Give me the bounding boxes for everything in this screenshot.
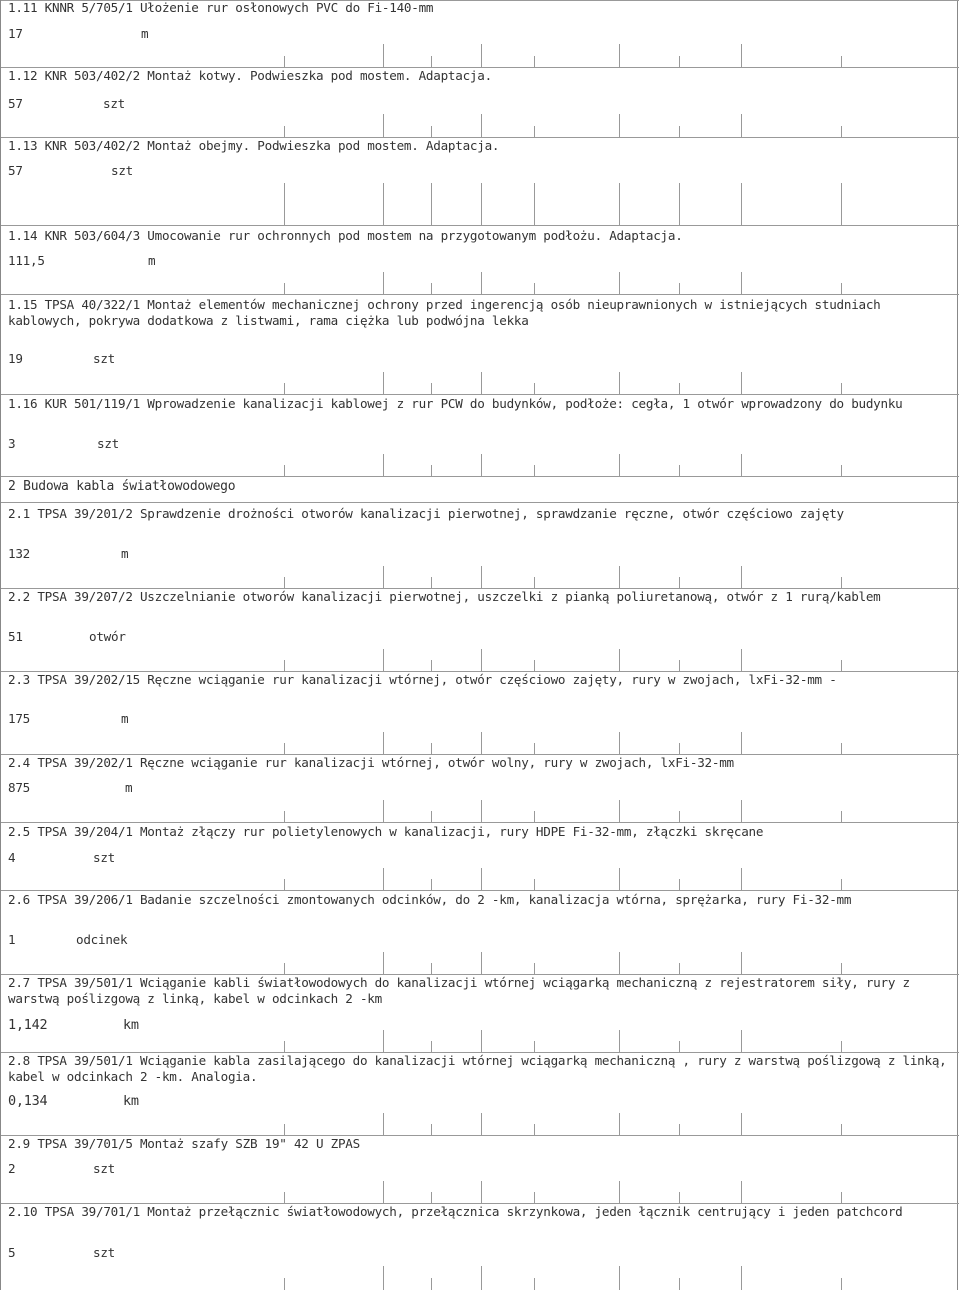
item-1-15-description: 1.15 TPSA 40/322/1 Montaż elementów mechanicznej ochrony przed ingerencją osób nieuprawnionych w istniejących studniach kablowych, pokrywa dodatkowa z listwami, rama ciężka lub podwójna lekka [8, 297, 881, 328]
item-2-7-unit: km [123, 1017, 139, 1033]
price-columns [1, 566, 959, 588]
price-columns [1, 868, 959, 890]
item-1-13-description: 1.13 KNR 503/402/2 Montaż obejmy. Podwieszka pod mostem. Adaptacja. [8, 138, 500, 153]
item-1-11-unit: m [141, 26, 149, 41]
price-columns [1, 1030, 959, 1052]
item-1-12-unit: szt [103, 96, 125, 111]
item-2-1-description: 2.1 TPSA 39/201/2 Sprawdzenie drożności otworów kanalizacji pierwotnej, sprawdzanie ręczne, otwór częściowo zajęty [8, 506, 844, 521]
item-2-5-quantity: 4 [8, 850, 16, 865]
item-2-9-unit: szt [93, 1161, 115, 1176]
row-divider [1, 476, 959, 477]
item-2-2-unit: otwór [89, 629, 126, 644]
item-2-9-description: 2.9 TPSA 39/701/5 Montaż szafy SZB 19" 42 U ZPAS [8, 1136, 360, 1151]
row-divider [1, 502, 959, 503]
item-2-5-unit: szt [93, 850, 115, 865]
price-columns [1, 1266, 959, 1290]
item-1-14-quantity: 111,5 [8, 253, 45, 268]
item-1-15-quantity: 19 [8, 351, 23, 366]
row-divider [1, 890, 959, 891]
item-2-10-unit: szt [93, 1245, 115, 1260]
item-2-7-quantity: 1,142 [8, 1017, 48, 1033]
row-divider [1, 294, 959, 295]
item-2-8-description: 2.8 TPSA 39/501/1 Wciąganie kabla zasilającego do kanalizacji wtórnej wciągarką mechaniczną , rury z warstwą poślizgową z linką, kabel w odcinkach 2 -km. Analogia. [8, 1053, 947, 1084]
price-columns [1, 732, 959, 754]
item-2-3-quantity: 175 [8, 711, 30, 726]
item-2-2-description: 2.2 TPSA 39/207/2 Uszczelnianie otworów kanalizacji pierwotnej, uszczelki z pianką poliuretanową, otwór z 1 rurą/kablem [8, 589, 881, 604]
item-1-16-description: 1.16 KUR 501/119/1 Wprowadzenie kanalizacji kablowej z rur PCW do budynków, podłoże: cegła, 1 otwór wprowadzony do budynku [8, 396, 903, 411]
price-columns [1, 272, 959, 294]
item-2-7-description: 2.7 TPSA 39/501/1 Wciąganie kabli światłowodowych do kanalizacji wtórnej wciągarką mechaniczną z rejestratorem siły, rury z warstwą poślizgową z linką, kabel w odcinkach 2 -km [8, 975, 910, 1006]
item-2-6-unit: odcinek [76, 932, 128, 947]
price-columns [1, 454, 959, 476]
item-2-8-unit: km [123, 1093, 139, 1109]
price-columns [1, 114, 959, 138]
item-2-10-quantity: 5 [8, 1245, 16, 1260]
row-divider [1, 225, 959, 226]
row-divider [1, 394, 959, 395]
price-columns [1, 44, 959, 68]
item-2-3-description: 2.3 TPSA 39/202/15 Ręczne wciąganie rur kanalizacji wtórnej, otwór częściowo zajęty, rury w zwojach, lxFi-32-mm - [8, 672, 837, 687]
row-divider [1, 822, 959, 823]
item-2-6-quantity: 1 [8, 932, 16, 947]
item-1-13-quantity: 57 [8, 163, 23, 178]
item-1-13-unit: szt [111, 163, 133, 178]
item-1-11-description: 1.11 KNNR 5/705/1 Ułożenie rur osłonowych PVC do Fi-140-mm [8, 0, 434, 15]
item-2-4-unit: m [125, 780, 133, 795]
item-1-11-quantity: 17 [8, 26, 23, 41]
section-2-title: 2 Budowa kabla światłowodowego [8, 479, 236, 494]
item-1-15-unit: szt [93, 351, 115, 366]
item-2-1-unit: m [121, 546, 129, 561]
item-1-14-description: 1.14 KNR 503/604/3 Umocowanie rur ochronnych pod mostem na przygotowanym podłożu. Adaptacja. [8, 228, 683, 243]
item-1-12-description: 1.12 KNR 503/402/2 Montaż kotwy. Podwieszka pod mostem. Adaptacja. [8, 68, 492, 83]
item-1-12-quantity: 57 [8, 96, 23, 111]
item-1-16-unit: szt [97, 436, 119, 451]
item-2-1-quantity: 132 [8, 546, 30, 561]
price-columns [1, 800, 959, 822]
price-columns [1, 649, 959, 671]
price-columns [1, 372, 959, 394]
item-2-5-description: 2.5 TPSA 39/204/1 Montaż złączy rur polietylenowych w kanalizacji, rury HDPE Fi-32-mm, złączki skręcane [8, 824, 764, 839]
item-2-2-quantity: 51 [8, 629, 23, 644]
item-2-4-description: 2.4 TPSA 39/202/1 Ręczne wciąganie rur kanalizacji wtórnej, otwór wolny, rury w zwojach, lxFi-32-mm [8, 755, 734, 770]
item-2-9-quantity: 2 [8, 1161, 16, 1176]
price-columns [1, 1181, 959, 1203]
item-1-16-quantity: 3 [8, 436, 16, 451]
price-columns [1, 183, 959, 225]
price-columns [1, 1113, 959, 1135]
item-2-10-description: 2.10 TPSA 39/701/1 Montaż przełącznic światłowodowych, przełącznica skrzynkowa, jeden łącznik centrujący i jeden patchcord [8, 1204, 903, 1219]
item-2-6-description: 2.6 TPSA 39/206/1 Badanie szczelności zmontowanych odcinków, do 2 -km, kanalizacja wtórna, sprężarka, rury Fi-32-mm [8, 892, 852, 907]
item-2-3-unit: m [121, 711, 129, 726]
item-1-14-unit: m [148, 253, 156, 268]
item-2-8-quantity: 0,134 [8, 1093, 48, 1109]
item-2-4-quantity: 875 [8, 780, 30, 795]
price-columns [1, 952, 959, 974]
